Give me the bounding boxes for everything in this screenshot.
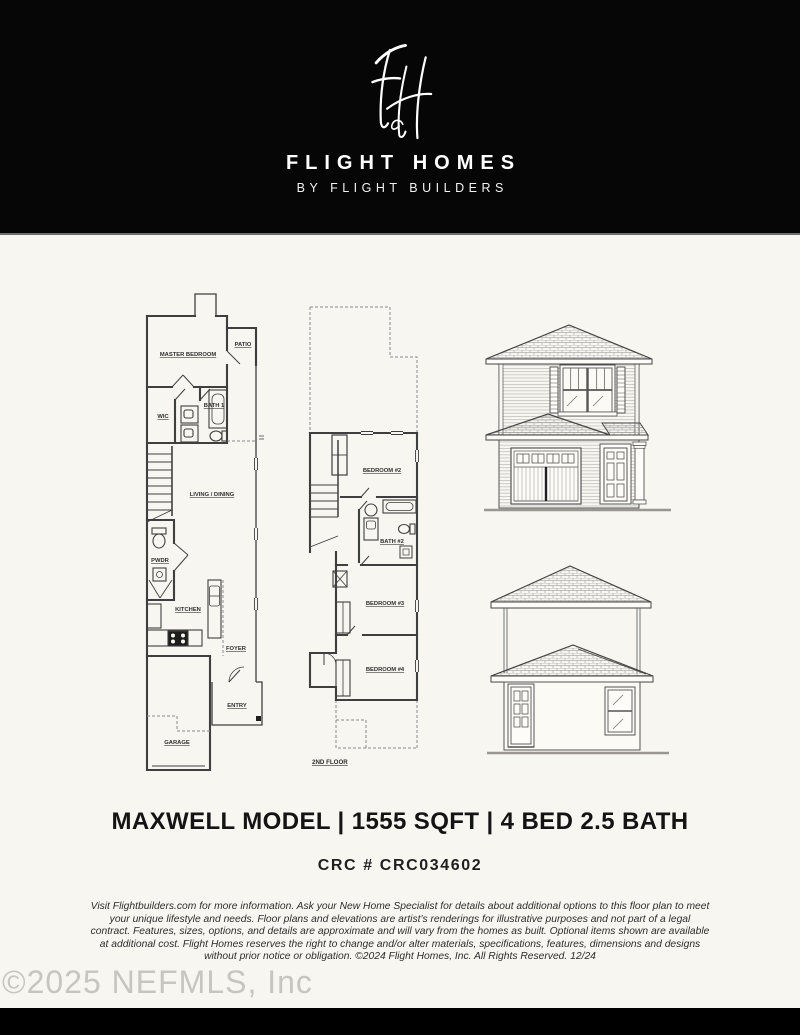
disclaimer-text: Visit Flightbuilders.com for more information. Ask your New Home Specialist for details about additional options to this floor plan to meet your unique lifestyle and needs. Floor plans and elevations are artist's renderings for illustrative purposes and not part of a legal contract. Features, sizes, options, and details are approximate and will vary from the homes as built. Optional items shown are available at additional cost. Flight Homes reserves the right to change and/or alter materials, specifications, features, dimensions and designs without prior notice or obligation. ©2024 Flight Homes, Inc. All Rights Reserved. 12/24 (90, 901, 710, 963)
room-label-entry: ENTRY (227, 703, 247, 709)
room-label-foyer: FOYER (226, 646, 246, 652)
room-label-pwdr: PWDR (151, 558, 169, 564)
contractor-license-number: CRC # CRC034602 (317, 857, 483, 874)
rear-door (508, 684, 534, 747)
flight-homes-monogram-logo (345, 38, 455, 150)
room-label-kitchen: KITCHEN (175, 607, 201, 613)
room-label-bedroom-2: BEDROOM #2 (362, 468, 402, 474)
room-label-bedroom-3: BEDROOM #3 (365, 601, 405, 607)
toilet (210, 431, 222, 441)
model-title: MAXWELL MODEL | 1555 SQFT | 4 BED 2.5 BATH (111, 808, 689, 835)
mls-watermark: ©2025 NEFMLS, Inc (2, 964, 313, 1000)
entry-door (600, 444, 631, 504)
brand-tagline: BY FLIGHT BUILDERS (296, 181, 508, 195)
stairwell (310, 435, 347, 547)
brand-name: FLIGHT HOMES (285, 152, 522, 174)
room-label-bath-2: BATH #2 (380, 539, 404, 545)
room-label-bath-1: BATH 1 (203, 403, 225, 409)
floor-caption-2nd-floor: 2ND FLOOR (312, 759, 348, 766)
porch-column (633, 442, 646, 504)
room-label-garage: GARAGE (164, 740, 190, 746)
room-label-wic: WIC (157, 414, 169, 420)
room-label-bedroom-4: BEDROOM #4 (365, 667, 405, 673)
room-label-patio: PATIO (234, 342, 252, 348)
rear-window (605, 687, 635, 735)
bath2-fixtures (347, 488, 416, 635)
room-label-living-dining: LIVING / DINING (189, 492, 235, 498)
header-banner (0, 0, 800, 235)
room-label-master-bedroom: MASTER BEDROOM (159, 352, 217, 358)
kitchen-fixtures (147, 580, 221, 646)
upper-window (558, 365, 617, 416)
stairs-down (147, 446, 172, 522)
window-marks (253, 436, 265, 610)
garage-door (511, 448, 581, 504)
footer-black-bar (0, 1008, 800, 1035)
